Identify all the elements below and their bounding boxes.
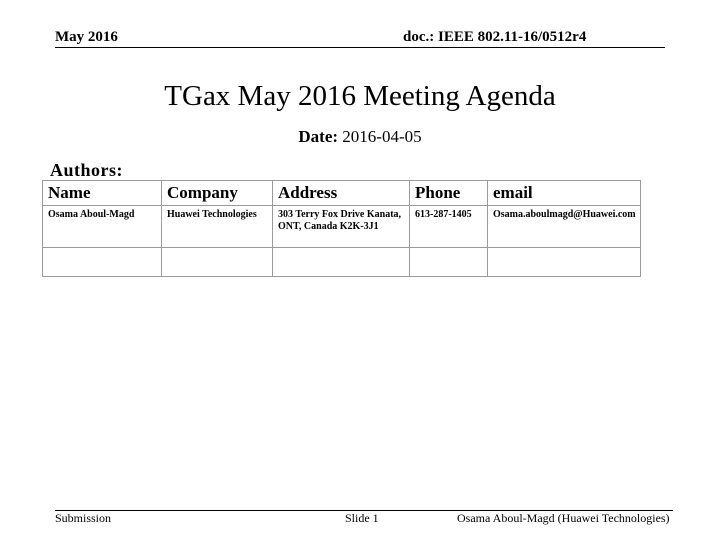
footer-submission: Submission bbox=[55, 511, 112, 525]
date-value: 2016-04-05 bbox=[342, 127, 422, 146]
header-date: May 2016 bbox=[55, 29, 118, 45]
column-header-email: email bbox=[488, 181, 641, 206]
header-doc-id: doc.: IEEE 802.11-16/0512r4 bbox=[403, 29, 587, 45]
table-row bbox=[43, 206, 641, 248]
empty-cell bbox=[273, 248, 410, 277]
table-header-row bbox=[43, 181, 641, 206]
footer-slide-number: Slide 1 bbox=[345, 511, 379, 525]
column-header-phone: Phone bbox=[410, 181, 488, 206]
author-name-cell: Osama Aboul-Magd bbox=[43, 206, 162, 248]
author-address-cell: 303 Terry Fox Drive Kanata, ONT, Canada K2K-3J1 bbox=[273, 206, 410, 248]
date-line bbox=[0, 127, 720, 147]
empty-cell bbox=[43, 248, 162, 277]
column-header-address: Address bbox=[273, 181, 410, 206]
date-label: Date: bbox=[298, 127, 339, 146]
slide-title: TGax May 2016 Meeting Agenda bbox=[164, 80, 556, 112]
author-phone-cell: 613-287-1405 bbox=[410, 206, 488, 248]
table-row-empty bbox=[43, 248, 641, 277]
empty-cell bbox=[410, 248, 488, 277]
authors-label: Authors: bbox=[50, 160, 124, 180]
empty-cell bbox=[488, 248, 641, 277]
authors-table bbox=[42, 180, 641, 277]
empty-cell bbox=[162, 248, 273, 277]
author-email-cell: Osama.aboulmagd@Huawei.com bbox=[488, 206, 641, 248]
header-rule bbox=[55, 47, 665, 48]
footer-author: Osama Aboul-Magd (Huawei Technologies) bbox=[457, 511, 670, 525]
column-header-name: Name bbox=[43, 181, 162, 206]
column-header-company: Company bbox=[162, 181, 273, 206]
author-company-cell: Huawei Technologies bbox=[162, 206, 273, 248]
